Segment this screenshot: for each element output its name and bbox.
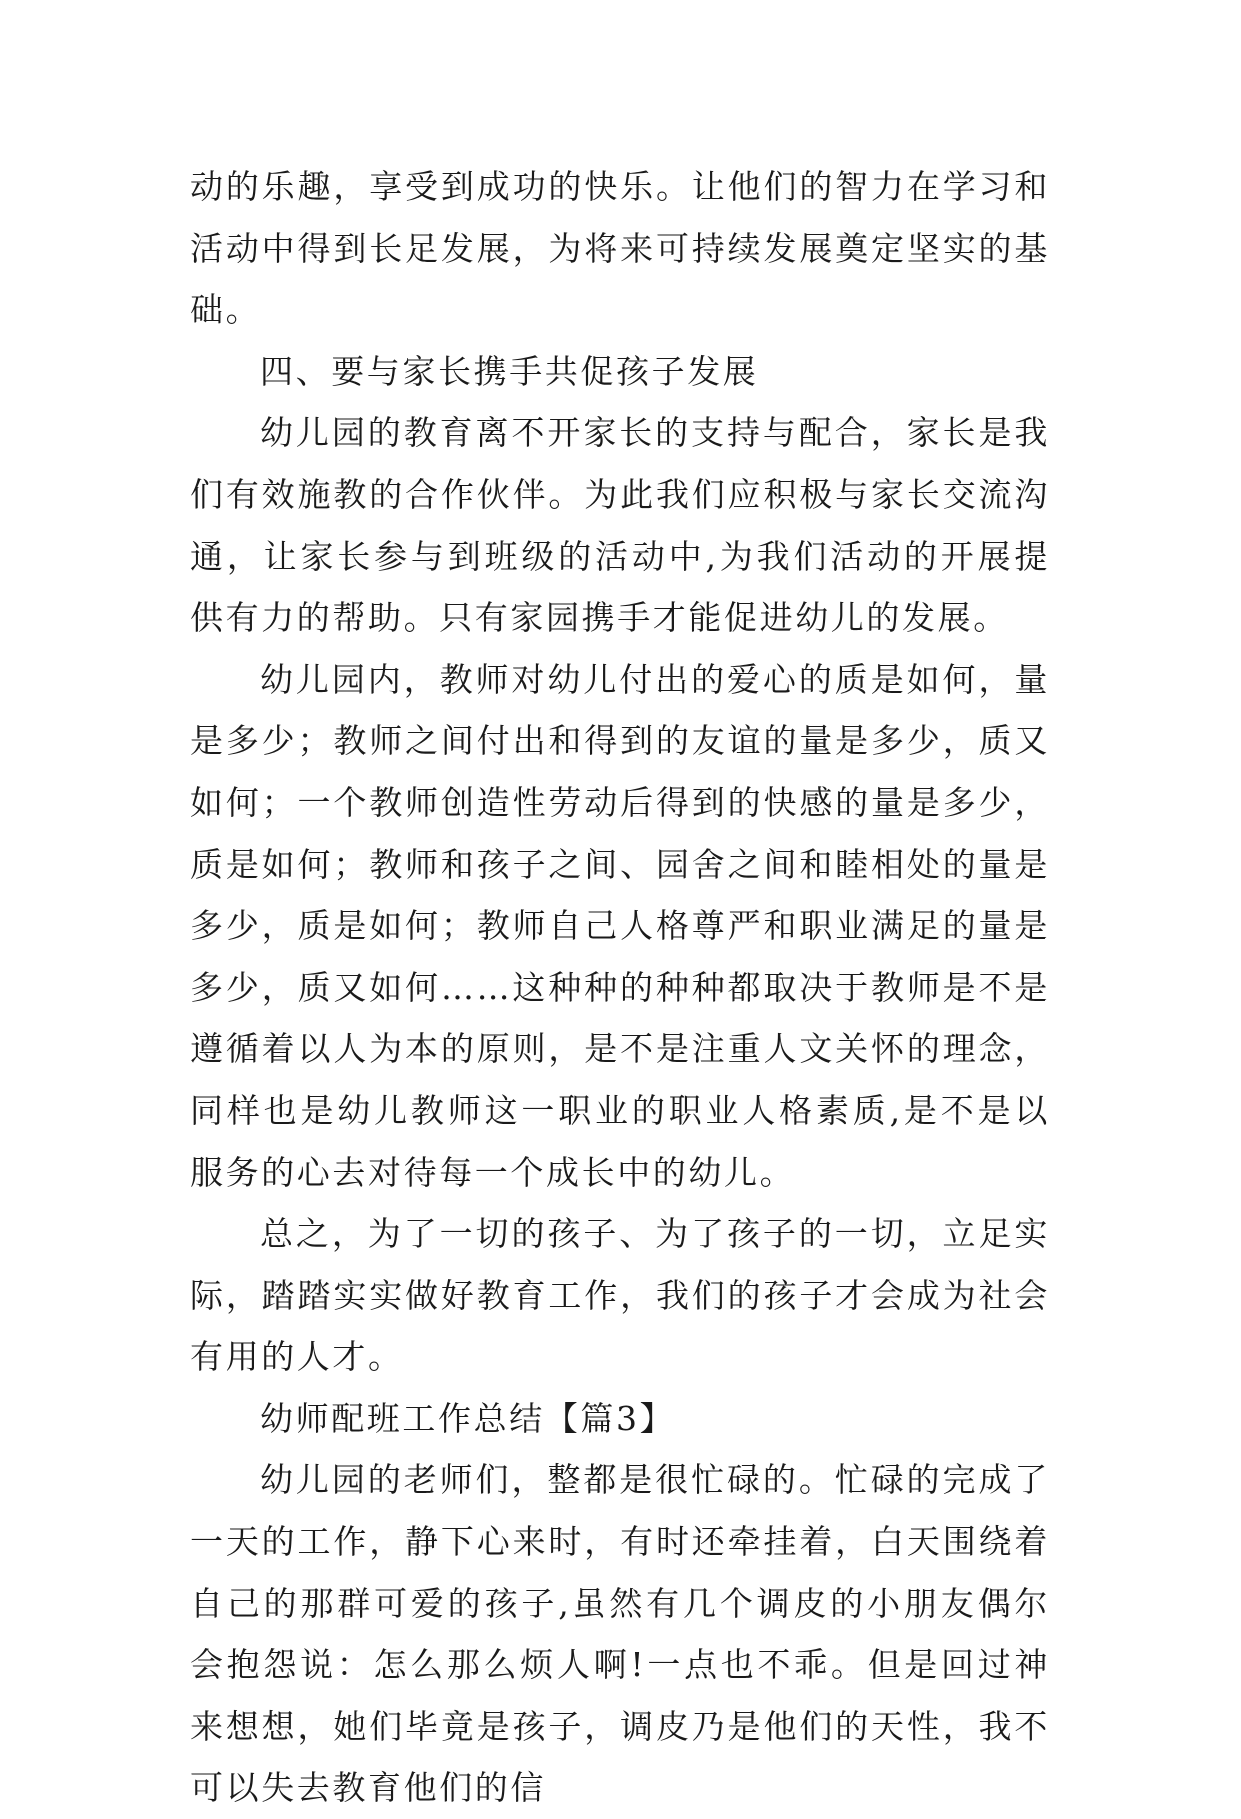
section-heading-family-cooperation: 四、要与家长携手共促孩子发展 <box>260 351 759 391</box>
paragraph-teacher-quality: 幼儿园内，教师对幼儿付出的爱心的质是如何，量是多少；教师之间付出和得到的友谊的量是多少，质又如何；一个教师创造性劳动后得到的快感的量是多少，质是如何；教师和孩子之间、园舍之间和睦相处的量是多少，质是如何；教师自己人格尊严和职业满足的量是多少，质又如何……这种种的种种都取决于教师是不是遵循着以人为本的原则，是不是注重人文关怀的理念，同样也是幼儿教师这一职业的职业人格素质,是不是以服务的心去对待每一个成长中的幼儿。 <box>190 659 1050 1192</box>
paragraph-teachers-busy: 幼儿园的老师们，整都是很忙碌的。忙碌的完成了一天的工作，静下心来时，有时还牵挂着，白天围绕着自己的那群可爱的孩子,虽然有几个调皮的小朋友偶尔会抱怨说：怎么那么烦人啊!一点也不乖。但是回过神来想想，她们毕竟是孩子，调皮乃是他们的天性，我不可以失去教育他们的信 <box>190 1460 1050 1808</box>
paragraph-continuation: 动的乐趣，享受到成功的快乐。让他们的智力在学习和活动中得到长足发展，为将来可持续发展奠定坚实的基础。 <box>190 167 1050 330</box>
document-body <box>190 156 1050 1819</box>
paragraph-conclusion: 总之，为了一切的孩子、为了孩子的一切，立足实际，踏踏实实做好教育工作，我们的孩子才会成为社会有用的人才。 <box>190 1214 1050 1377</box>
section-heading-part-3: 幼师配班工作总结【篇3】 <box>260 1398 676 1438</box>
paragraph-family-support: 幼儿园的教育离不开家长的支持与配合，家长是我们有效施教的合作伙伴。为此我们应积极与家长交流沟通，让家长参与到班级的活动中,为我们活动的开展提供有力的帮助。只有家园携手才能促进幼儿的发展。 <box>190 413 1050 638</box>
